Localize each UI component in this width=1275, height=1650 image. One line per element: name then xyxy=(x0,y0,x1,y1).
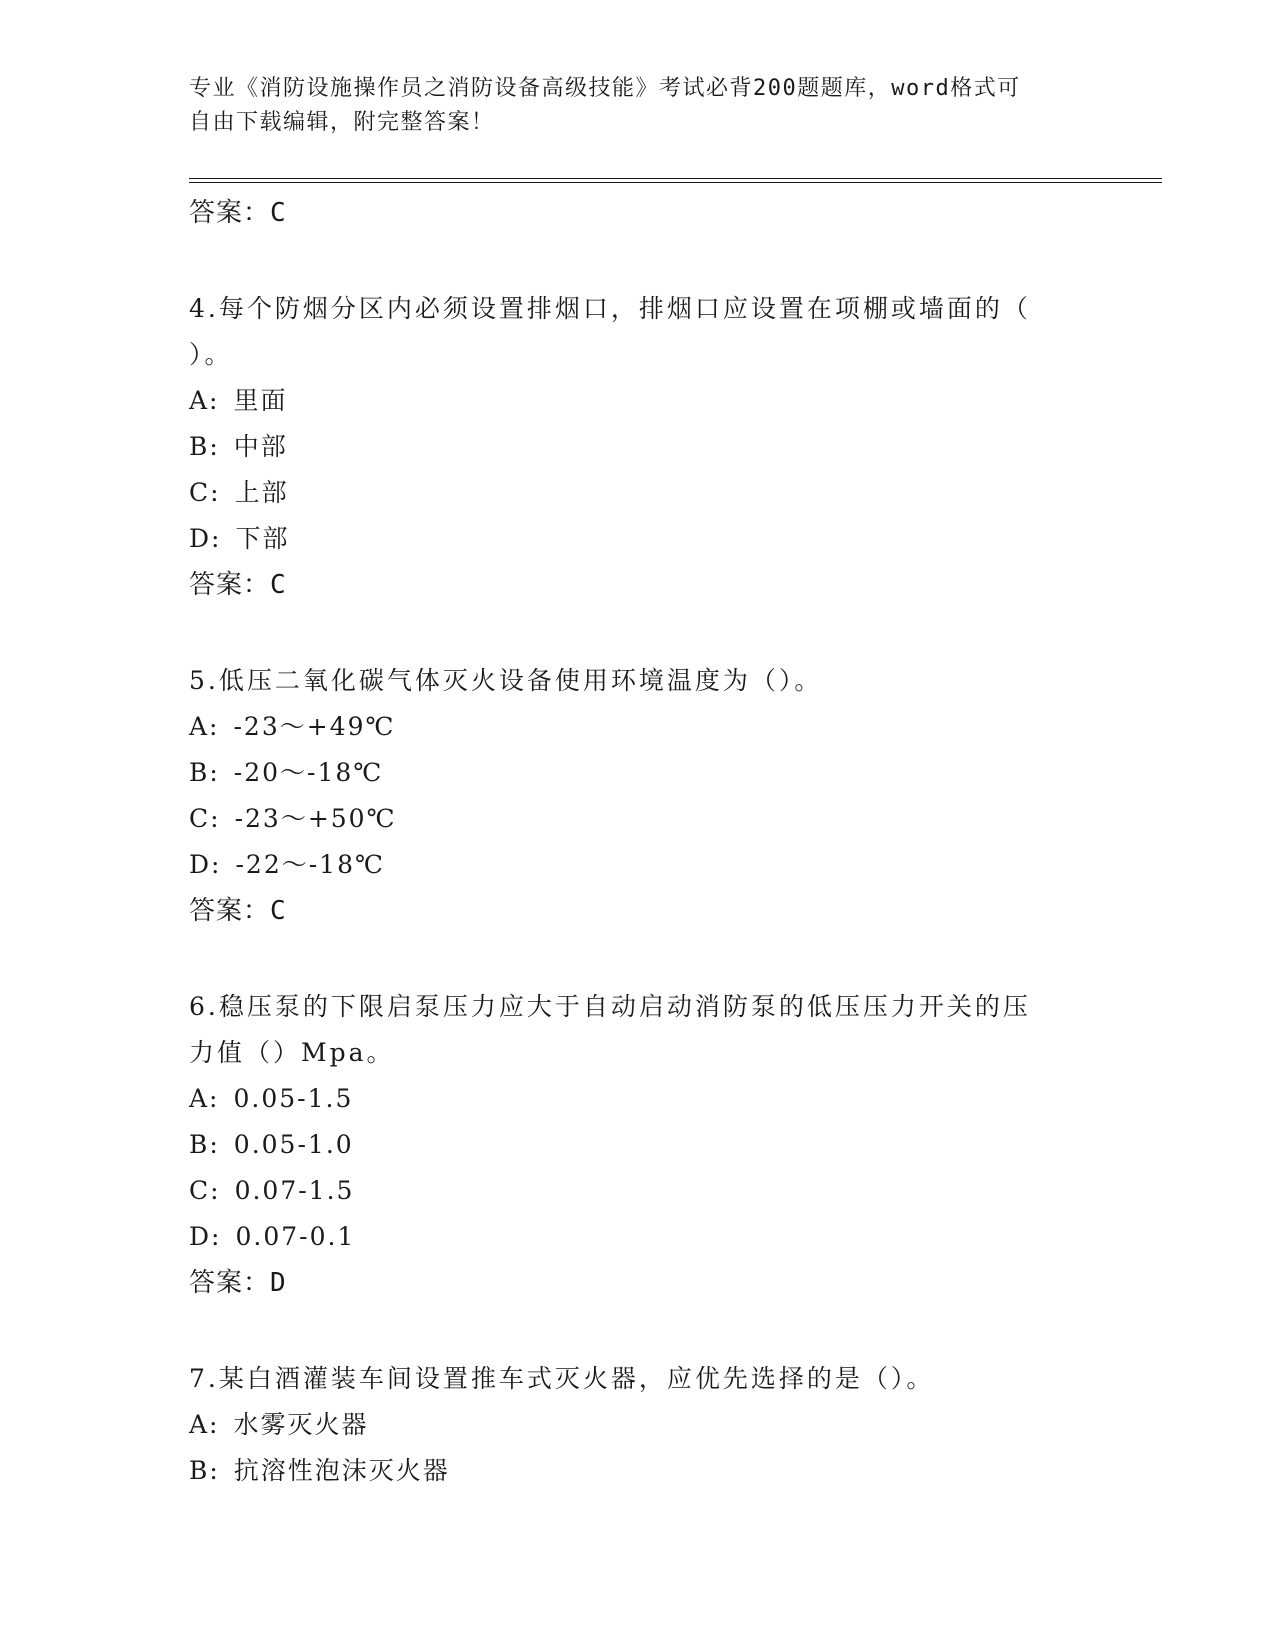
header-line-1: 专业《消防设施操作员之消防设备高级技能》考试必背200题题库，word格式可 xyxy=(189,76,1021,101)
question-4 xyxy=(189,286,1069,608)
answer-line: 答案：C xyxy=(189,896,287,926)
option-key: C: xyxy=(189,478,221,507)
option-d xyxy=(189,842,1069,888)
question-stem-line: ）。 xyxy=(189,340,233,369)
option-c xyxy=(189,470,1069,516)
option-a xyxy=(189,378,1069,424)
option-text: 中部 xyxy=(233,432,288,461)
option-key: B: xyxy=(189,1456,220,1485)
previous-answer: 答案：C xyxy=(189,198,287,228)
document-header xyxy=(189,72,1089,140)
option-text: 0.07-0.1 xyxy=(235,1222,356,1251)
question-6 xyxy=(189,984,1069,1306)
option-key: D: xyxy=(189,850,222,879)
option-b xyxy=(189,1448,1069,1494)
header-rule-top xyxy=(189,178,1162,179)
question-list xyxy=(189,190,1069,1544)
option-key: D: xyxy=(189,1222,222,1251)
header-rule-bottom xyxy=(189,182,1162,183)
option-text: 0.05-1.5 xyxy=(233,1084,354,1113)
option-b xyxy=(189,750,1069,796)
option-key: C: xyxy=(189,804,221,833)
question-stem-line: 4.每个防烟分区内必须设置排烟口，排烟口应设置在项棚或墙面的（ xyxy=(189,294,1031,323)
option-b xyxy=(189,424,1069,470)
answer-line: 答案：C xyxy=(189,570,287,600)
question-stem-line: 6.稳压泵的下限启泵压力应大于自动启动消防泵的低压压力开关的压 xyxy=(189,992,1031,1021)
option-text: 里面 xyxy=(233,386,288,415)
option-d xyxy=(189,516,1069,562)
option-d xyxy=(189,1214,1069,1260)
question-stem-line: 7.某白酒灌装车间设置推车式灭火器，应优先选择的是（）。 xyxy=(189,1364,935,1393)
option-text: 抗溶性泡沫灭火器 xyxy=(233,1456,450,1485)
option-key: A: xyxy=(189,712,220,741)
option-key: B: xyxy=(189,432,220,461)
option-text: -23～+50℃ xyxy=(234,804,397,833)
option-c xyxy=(189,1168,1069,1214)
option-key: B: xyxy=(189,758,220,787)
option-text: 水雾灭火器 xyxy=(233,1410,369,1439)
question-stem-line: 5.低压二氧化碳气体灭火设备使用环境温度为（）。 xyxy=(189,666,823,695)
answer-line: 答案：D xyxy=(189,1268,287,1298)
question-stem xyxy=(189,984,1069,1076)
option-a xyxy=(189,704,1069,750)
question-stem xyxy=(189,1356,1069,1402)
question-7 xyxy=(189,1356,1069,1494)
question-5 xyxy=(189,658,1069,934)
option-key: C: xyxy=(189,1176,221,1205)
option-a xyxy=(189,1402,1069,1448)
option-key: A: xyxy=(189,386,220,415)
header-line-2: 自由下载编辑，附完整答案！ xyxy=(189,110,495,135)
option-text: 上部 xyxy=(234,478,289,507)
option-key: B: xyxy=(189,1130,220,1159)
question-stem-line: 力值（）Mpa。 xyxy=(189,1038,395,1067)
option-text: 0.05-1.0 xyxy=(233,1130,354,1159)
option-a xyxy=(189,1076,1069,1122)
option-key: A: xyxy=(189,1410,220,1439)
option-text: -22～-18℃ xyxy=(235,850,385,879)
question-stem xyxy=(189,286,1069,378)
option-text: 0.07-1.5 xyxy=(234,1176,355,1205)
option-text: 下部 xyxy=(235,524,290,553)
option-key: A: xyxy=(189,1084,220,1113)
option-text: -20～-18℃ xyxy=(233,758,384,787)
option-text: -23～+49℃ xyxy=(233,712,396,741)
option-c xyxy=(189,796,1069,842)
option-key: D: xyxy=(189,524,222,553)
option-b xyxy=(189,1122,1069,1168)
question-stem xyxy=(189,658,1069,704)
